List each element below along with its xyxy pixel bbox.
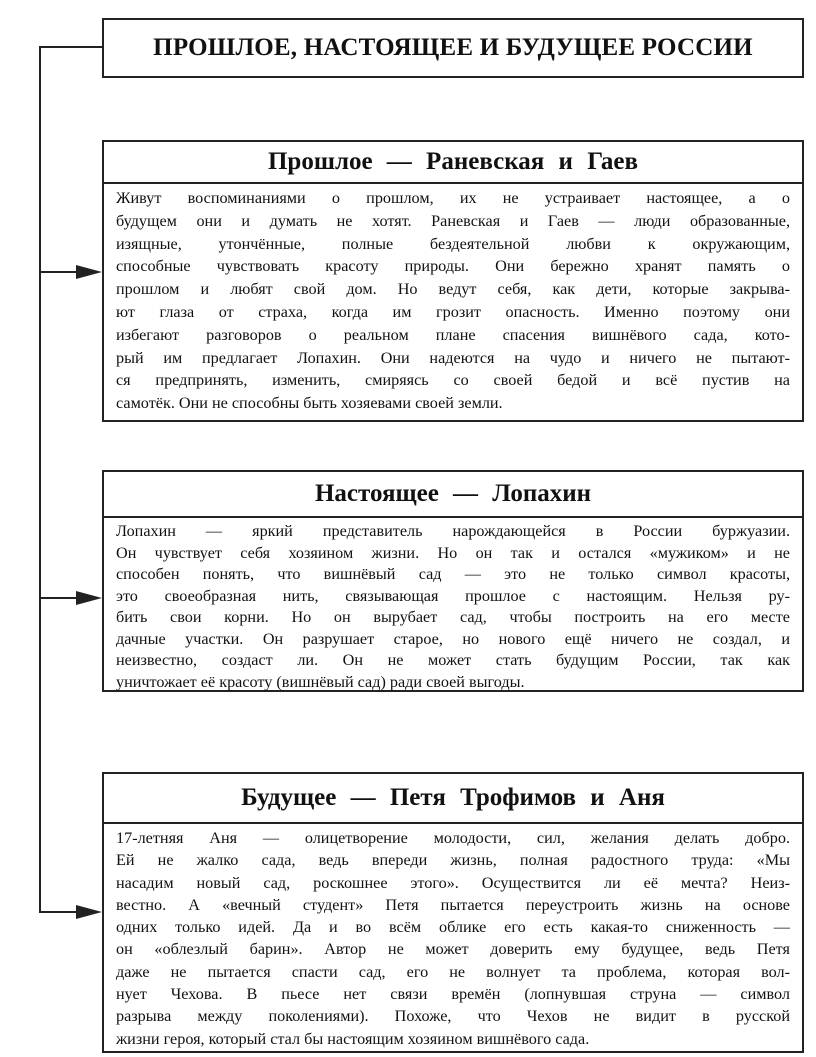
text-line: это своеобразная нить, связывающая прошлое с настоящим. Нельзя ру- xyxy=(116,586,790,605)
text-line: он «облезлый барин». Автор не может доверить ему будущее, ведь Петя xyxy=(116,940,790,959)
text-line: ют глаза от страха, когда им грозит опасность. Именно поэтому они xyxy=(116,302,790,321)
text-line: вестно. А «вечный студент» Петя пытается переустроить жизнь на основе xyxy=(116,895,790,914)
text-line: нует Чехова. В пьесе нет связи времён (лопнувшая струна — символ xyxy=(116,985,790,1004)
text-line: избегают разговоров о реальном плане спасения вишнёвого сада, кото- xyxy=(116,325,790,344)
connector-top xyxy=(39,46,102,48)
section-text xyxy=(104,184,802,415)
arrow-icon xyxy=(76,905,102,919)
connector-past xyxy=(39,271,79,273)
section-past xyxy=(102,140,804,422)
arrow-icon xyxy=(76,591,102,605)
text-line: Живут воспоминаниями о прошлом, их не устраивает настоящее, а о xyxy=(116,189,790,207)
text-line: насадим новый сад, роскошнее этого». Осуществится ли её мечта? Неиз- xyxy=(116,873,790,892)
text-line: изящные, утончённые, полные бездеятельной любви к окружающим, xyxy=(116,234,790,253)
text-line: бить свои корни. Но он вырубает сад, чтобы построить на его месте xyxy=(116,608,790,626)
diagram-title: ПРОШЛОЕ, НАСТОЯЩЕЕ И БУДУЩЕЕ РОССИИ xyxy=(102,18,804,78)
text-line: Он чувствует себя хозяином жизни. Но он так и остался «мужиком» и не xyxy=(116,543,790,562)
text-line: будущем они и думать не хотят. Раневская и Гаев — люди образованные, xyxy=(116,211,790,230)
connector-present xyxy=(39,597,79,599)
text-line: 17-летняя Аня — олицетворение молодости, сил, желания делать добро. xyxy=(116,829,790,847)
section-present xyxy=(102,470,804,692)
section-text xyxy=(104,518,802,693)
connector-future xyxy=(39,911,79,913)
text-line: способные чувствовать красоту природы. Они бережно хранят память о xyxy=(116,257,790,276)
text-line: даже не пытается спасти сад, его не волнует та проблема, которая вол- xyxy=(116,962,790,981)
arrow-icon xyxy=(76,265,102,279)
text-line: Ей не жалко сада, ведь впереди жизнь, полная радостного труда: «Мы xyxy=(116,851,790,870)
text-line: ся предпринять, изменить, смиряясь со своей бедой и всё пустив на xyxy=(116,371,790,390)
text-line: самотёк. Они не способны быть хозяевами своей земли. xyxy=(116,394,503,413)
section-text xyxy=(104,824,802,1050)
text-line: дачные участки. Он разрушает старое, но нового ещё ничего не создал, и xyxy=(116,629,790,648)
text-line: рый им предлагает Лопахин. Они надеются на чудо и ничего не пытают- xyxy=(116,348,790,367)
text-line: неизвестно, создаст ли. Он не может стать будущим России, так как xyxy=(116,651,790,669)
connector-line xyxy=(39,46,41,913)
section-heading: Будущее — Петя Трофимов и Аня xyxy=(104,774,802,824)
text-line: жизни героя, который стал бы настоящим хозяином вишнёвого сада. xyxy=(116,1029,590,1048)
section-future xyxy=(102,772,804,1053)
text-line: разрыва между поколениями). Похоже, что Чехов не видит в русской xyxy=(116,1007,790,1026)
text-line: Лопахин — яркий представитель нарождающейся в России буржуазии. xyxy=(116,522,790,540)
text-line: прошлом и любят свой дом. Но ведут себя, как дети, которые закрыва- xyxy=(116,280,790,299)
section-heading: Прошлое — Раневская и Гаев xyxy=(104,142,802,184)
text-line: способен понять, что вишнёвый сад — это не только символ красоты, xyxy=(116,565,790,583)
text-line: уничтожает её красоту (вишнёвый сад) ради своей выгоды. xyxy=(116,672,525,691)
section-heading: Настоящее — Лопахин xyxy=(104,472,802,518)
text-line: одних только идей. Да и во всём облике его есть какая-то сниженность — xyxy=(116,918,790,937)
